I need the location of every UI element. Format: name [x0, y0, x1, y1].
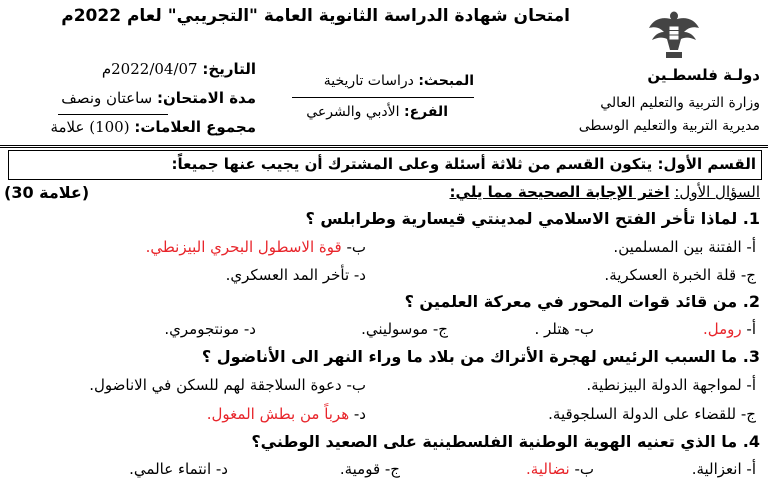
state-name: دولـة فلسطـين — [647, 66, 760, 84]
question-1-option-b[interactable] — [146, 238, 366, 256]
question-one-marks: (30 علامة) — [4, 183, 90, 202]
question-4-text: 4. ما الذي تعنيه الهوية الوطنية الفلسطينية على الصعيد الوطني؟ — [251, 432, 760, 451]
option-text-correct: قوة الاسطول البحري البيزنطي. — [145, 238, 342, 256]
question-1-text: 1. لماذا تأخر الفتح الاسلامي لمدينتي قيسارية وطرابلس ؟ — [305, 209, 760, 228]
marks-row — [50, 118, 256, 136]
question-1-option-c[interactable] — [604, 266, 756, 284]
question-3-option-c[interactable] — [548, 405, 756, 423]
option-text: مونتجومري. — [164, 320, 240, 338]
option-label: د- — [239, 320, 256, 338]
option-label: د- — [349, 405, 366, 423]
question-2-option-a[interactable] — [703, 320, 756, 338]
question-2-text: 2. من قائد قوات المحور في معركة العلمين ؟ — [404, 292, 760, 311]
option-label: ج- — [736, 405, 756, 423]
question-2-option-b[interactable] — [534, 320, 594, 338]
question-3-option-b[interactable] — [89, 376, 366, 394]
question-2-option-c[interactable] — [361, 320, 448, 338]
option-label: ب- — [341, 376, 366, 394]
subject-row — [324, 73, 474, 89]
question-1-option-d[interactable] — [226, 266, 366, 284]
option-label: د- — [349, 266, 366, 284]
option-text: لمواجهة الدولة البيزنطية. — [586, 376, 742, 394]
question-3-text: 3. ما السبب الرئيس لهجرة الأتراك من بلاد ما وراء النهر الى الأناضول ؟ — [201, 347, 760, 366]
option-label: أ- — [741, 460, 756, 478]
option-label: أ- — [741, 238, 756, 256]
question-3-option-a[interactable] — [586, 376, 756, 394]
option-text: الفتنة بين المسلمين. — [613, 238, 742, 256]
option-text: هتلر . — [534, 320, 570, 338]
date-value: 2022/04/07م — [101, 60, 198, 78]
question-one-label: السؤال الأول: — [674, 183, 760, 201]
question-1-option-a[interactable] — [613, 238, 756, 256]
option-text: انعزالية. — [691, 460, 742, 478]
question-2-option-d[interactable] — [164, 320, 256, 338]
marks-label: مجموع العلامات: — [134, 118, 256, 136]
question-3-option-d[interactable] — [207, 405, 366, 423]
option-text-correct: رومل. — [702, 320, 742, 338]
option-text-correct: نضالية. — [526, 460, 570, 478]
option-text: انتماء عالمي. — [129, 460, 212, 478]
option-label: ج- — [736, 266, 756, 284]
option-text: قلة الخبرة العسكرية. — [604, 266, 737, 284]
date-row — [102, 60, 256, 78]
duration-label: مدة الامتحان: — [157, 89, 256, 107]
question-4-option-b[interactable] — [526, 460, 594, 478]
option-label: أ- — [741, 320, 756, 338]
subject-underline — [292, 97, 474, 98]
option-text: موسوليني. — [361, 320, 429, 338]
option-text: دعوة السلاجقة لهم للسكن في الاناضول. — [89, 376, 342, 394]
header-divider — [0, 145, 768, 148]
option-text: للقضاء على الدولة السلجوقية. — [548, 405, 737, 423]
option-text: قومية. — [339, 460, 381, 478]
question-one-instruction: اختر الإجابة الصحيحة مما يلي: — [449, 183, 670, 201]
date-label: التاريخ: — [202, 60, 256, 78]
option-label: ب- — [341, 238, 366, 256]
option-label: ج- — [380, 460, 400, 478]
branch-label: الفرع: — [403, 104, 448, 120]
question-one-header — [450, 183, 760, 201]
option-label: ج- — [428, 320, 448, 338]
subject-value: دراسات تاريخية — [323, 73, 414, 89]
exam-title: امتحان شهادة الدراسة الثانوية العامة "التجريبي" لعام 2022م — [61, 6, 570, 26]
duration-value: ساعتان ونصف — [61, 89, 153, 107]
option-label: ب- — [569, 320, 594, 338]
question-4-option-d[interactable] — [129, 460, 228, 478]
subject-label: المبحث: — [418, 73, 474, 89]
duration-row — [61, 89, 256, 107]
option-label: ب- — [569, 460, 594, 478]
duration-underline — [58, 114, 168, 115]
palestine-eagle-emblem-icon — [646, 6, 702, 62]
question-4-option-a[interactable] — [692, 460, 756, 478]
option-text-correct: هرباً من بطش المغول. — [206, 405, 350, 423]
branch-row — [306, 104, 448, 120]
option-label: د- — [211, 460, 228, 478]
ministry-name: وزارة التربية والتعليم العالي — [600, 95, 760, 111]
section-instructions: القسم الأول: يتكون القسم من ثلاثة أسئلة وعلى المشترك أن يجيب عنها جميعاً: — [171, 155, 756, 173]
directorate-name: مديرية التربية والتعليم الوسطى — [578, 118, 760, 134]
option-text: تأخر المد العسكري. — [225, 266, 350, 284]
branch-value: الأدبي والشرعي — [306, 104, 400, 120]
option-label: أ- — [741, 376, 756, 394]
question-4-option-c[interactable] — [340, 460, 400, 478]
marks-value: (100) علامة — [50, 118, 130, 136]
